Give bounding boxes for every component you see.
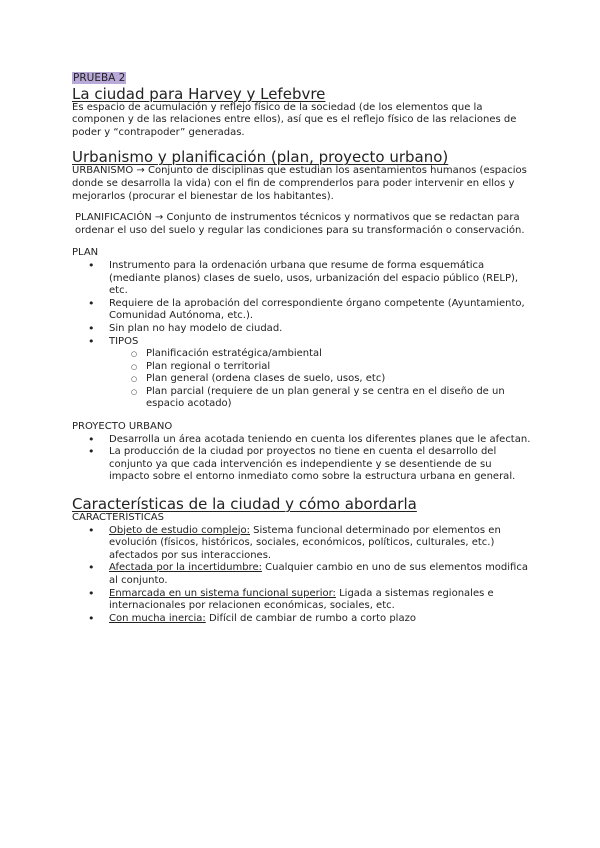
caracteristicas-list: [72, 525, 532, 626]
list-item: • Sin plan no hay modelo de ciudad.: [72, 323, 532, 336]
page-title: La ciudad para Harvey y Lefebvre: [72, 84, 326, 103]
list-item: [72, 613, 532, 626]
tipos-label: TIPOS: [109, 335, 139, 347]
item-text: Ligada a sistemas regionales e internacionales por relacionen económicas, sociales, etc.: [109, 587, 494, 612]
list-item: [72, 562, 532, 587]
item-text: Sistema funcional determinado por elementos en evolución (físicos, históricos, sociales, económicos, políticos, culturales, etc.) afectados por sus interacciones.: [109, 524, 501, 561]
list-item: [72, 588, 532, 613]
list-item: • Instrumento para la ordenación urbana que resume de forma esquemática (mediante planos) clases de suelo, usos, urbanización del espacio público (RELP), etc.: [72, 260, 532, 298]
proyecto-list: [72, 434, 532, 484]
list-item: [72, 525, 532, 563]
item-term: Enmarcada en un sistema funcional superior:: [109, 587, 336, 599]
list-item: ○ Plan parcial (requiere de un plan general y se centra en el diseño de un espacio acotado): [109, 386, 532, 411]
section-badge: PRUEBA 2: [73, 72, 126, 84]
list-item: ○ Plan general (ordena clases de suelo, usos, etc): [109, 373, 532, 386]
item-term: Afectada por la incertidumbre:: [109, 562, 262, 574]
urbanismo-definition: URBANISMO → Conjunto de disciplinas que estudian los asentamientos humanos (espacios donde se desarrolla la vida) con el fin de comprenderlos para poder intervenir en ellos y mejorarlos (procurar el bienestar de los habitantes).: [72, 165, 527, 202]
section-heading-urbanismo: Urbanismo y planificación (plan, proyecto urbano): [72, 148, 449, 167]
section-heading-caracteristicas: Características de la ciudad y cómo abordarla: [72, 495, 417, 514]
planificacion-definition: PLANIFICACIÓN → Conjunto de instrumentos técnicos y normativos que se redactan para ordenar el uso del suelo y regular las condiciones para su transformación o conservación.: [75, 212, 525, 236]
caracteristicas-label: CARACTERÍSTICAS: [72, 512, 164, 524]
item-text: Difícil de cambiar de rumbo a corto plazo: [205, 612, 416, 624]
item-term: Objeto de estudio complejo:: [109, 524, 250, 536]
list-item: • La producción de la ciudad por proyectos no tiene en cuenta el desarrollo del conjunto ya que cada intervención es independiente y se desentiende de su impacto sobre el entorno inmediato como sobre la estructura urbana en general.: [72, 446, 532, 484]
intro-paragraph: Es espacio de acumulación y reflejo físico de la sociedad (de los elementos que la componen y de las relaciones entre ellos), así que es el reflejo físico de las relaciones de poder y “contrapoder” generadas.: [72, 101, 517, 138]
proyecto-label: PROYECTO URBANO: [72, 421, 173, 433]
document-page: [72, 72, 532, 625]
list-item: • Requiere de la aprobación del correspondiente órgano competente (Ayuntamiento, Comunidad Autónoma, etc.).: [72, 298, 532, 323]
list-item: [72, 336, 532, 412]
list-item: • Desarrolla un área acotada teniendo en cuenta los diferentes planes que le afectan.: [72, 434, 532, 447]
list-item: ○ Planificación estratégica/ambiental: [109, 348, 532, 361]
item-term: Con mucha inercia:: [109, 612, 206, 624]
tipos-list: [109, 348, 532, 411]
item-text: Cualquier cambio en uno de sus elementos modifica al conjunto.: [109, 562, 528, 586]
plan-label: PLAN: [72, 247, 99, 259]
list-item: ○ Plan regional o territorial: [109, 361, 532, 374]
plan-list: [72, 260, 532, 411]
